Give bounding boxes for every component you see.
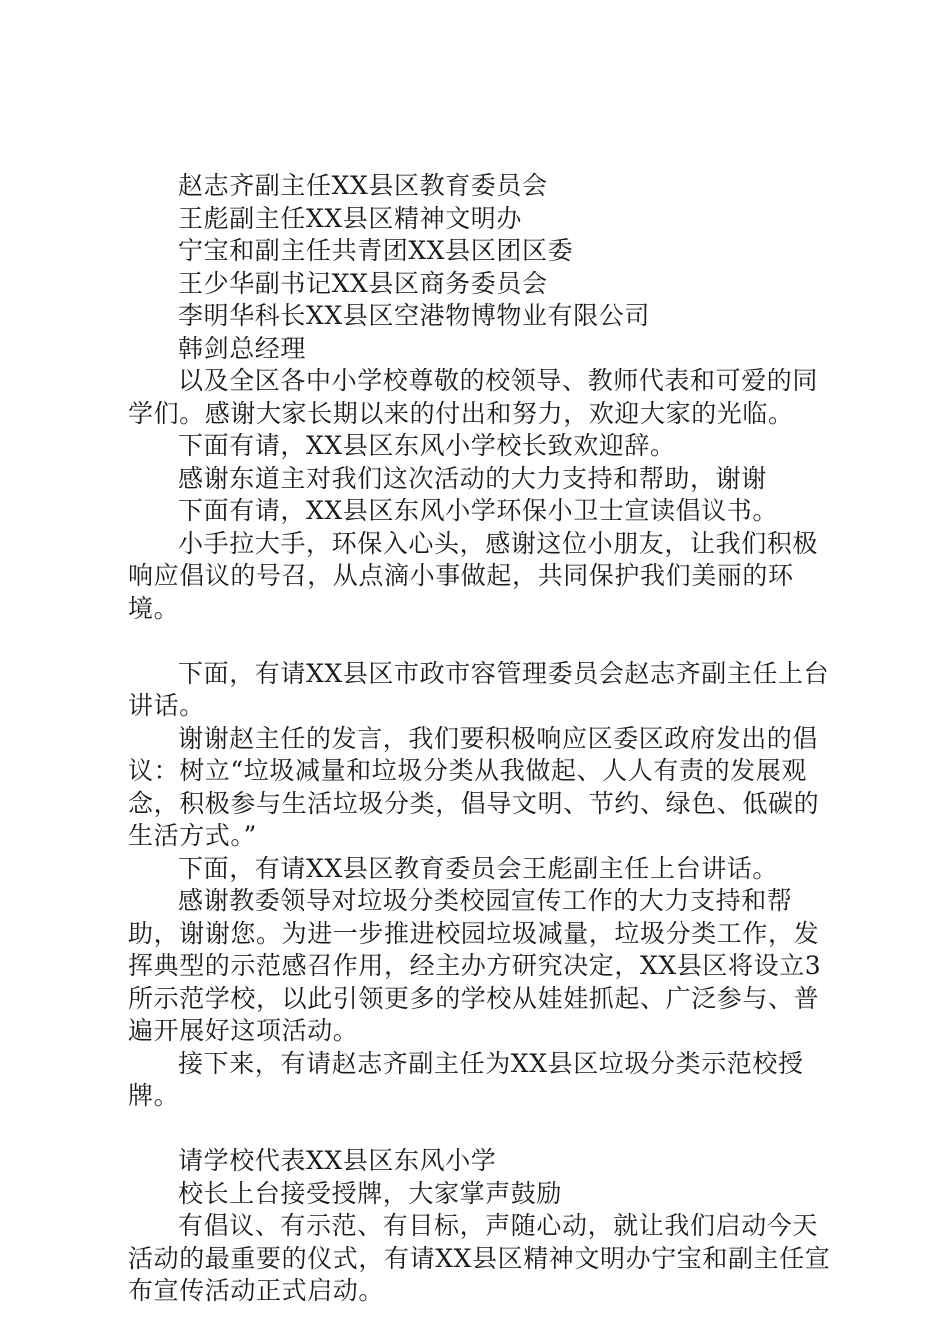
paragraph-invite-wang: 下面，有请XX县区教育委员会王彪副主任上台讲话。 (178, 853, 778, 883)
paragraph-launch: 有倡议、有示范、有目标，声随心动，就让我们启动今天活动的最重要的仪式，有请XX县区精神文明办宁宝和副主任宣布宣传活动正式启动。 (128, 1211, 831, 1305)
paragraph-school-rep: 请学校代表XX县区东风小学 (178, 1146, 497, 1175)
paragraph-award: 接下来，有请赵志齐副主任为XX县区垃圾分类示范校授牌。 (128, 1048, 804, 1110)
paragraph-thanks-host: 感谢东道主对我们这次活动的大力支持和帮助，谢谢 (178, 463, 767, 493)
paragraph-applause: 校长上台接受授牌，大家掌声鼓励 (178, 1178, 563, 1208)
paragraph-thanks-education: 感谢教委领导对垃圾分类校园宣传工作的大力支持和帮助，谢谢您。为进一步推进校园垃圾减量，垃圾分类工作，发挥典型的示范感召作用，经主办方研究决定，XX县区将设立3所示范学校，以此引领更多的学校从娃娃抓起、广泛参与、普遍开展好这项活动。 (128, 886, 822, 1045)
paragraph-attendee-4: 王少华副书记XX县区商务委员会 (178, 268, 548, 298)
paragraph-thanks-zhao: 谢谢赵主任的发言，我们要积极响应区委区政府发出的倡议：树立“垃圾减量和垃圾分类从我做起、人人有责的发展观念，积极参与生活垃圾分类，倡导文明、节约、绿色、低碳的生活方式。” (128, 723, 820, 850)
paragraph-attendee-2: 王彪副主任XX县区精神文明办 (178, 203, 522, 233)
paragraph-welcome: 以及全区各中小学校尊敬的校领导、教师代表和可爱的同学们。感谢大家长期以来的付出和努力，欢迎大家的光临。 (128, 366, 819, 428)
paragraph-attendee-3: 宁宝和副主任共青团XX县区团区委 (178, 236, 574, 265)
paragraph-invite-student: 下面有请，XX县区东风小学环保小卫士宣读倡议书。 (178, 496, 778, 525)
paragraph-spacer (128, 625, 838, 658)
paragraph-invite-principal: 下面有请，XX县区东风小学校长致欢迎辞。 (178, 431, 676, 460)
document-body (128, 170, 838, 1308)
paragraph-response: 小手拉大手，环保入心头，感谢这位小朋友，让我们积极响应倡议的号召，从点滴小事做起，共同保护我们美丽的环境。 (128, 528, 819, 623)
paragraph-attendee-6: 韩剑总经理 (178, 333, 307, 363)
paragraph-spacer (128, 1113, 838, 1146)
paragraph-attendee-5: 李明华科长XX县区空港物博物业有限公司 (178, 301, 650, 330)
paragraph-attendee-1: 赵志齐副主任XX县区教育委员会 (178, 171, 548, 200)
paragraph-invite-zhao: 下面，有请XX县区市政市容管理委员会赵志齐副主任上台讲话。 (128, 658, 830, 720)
